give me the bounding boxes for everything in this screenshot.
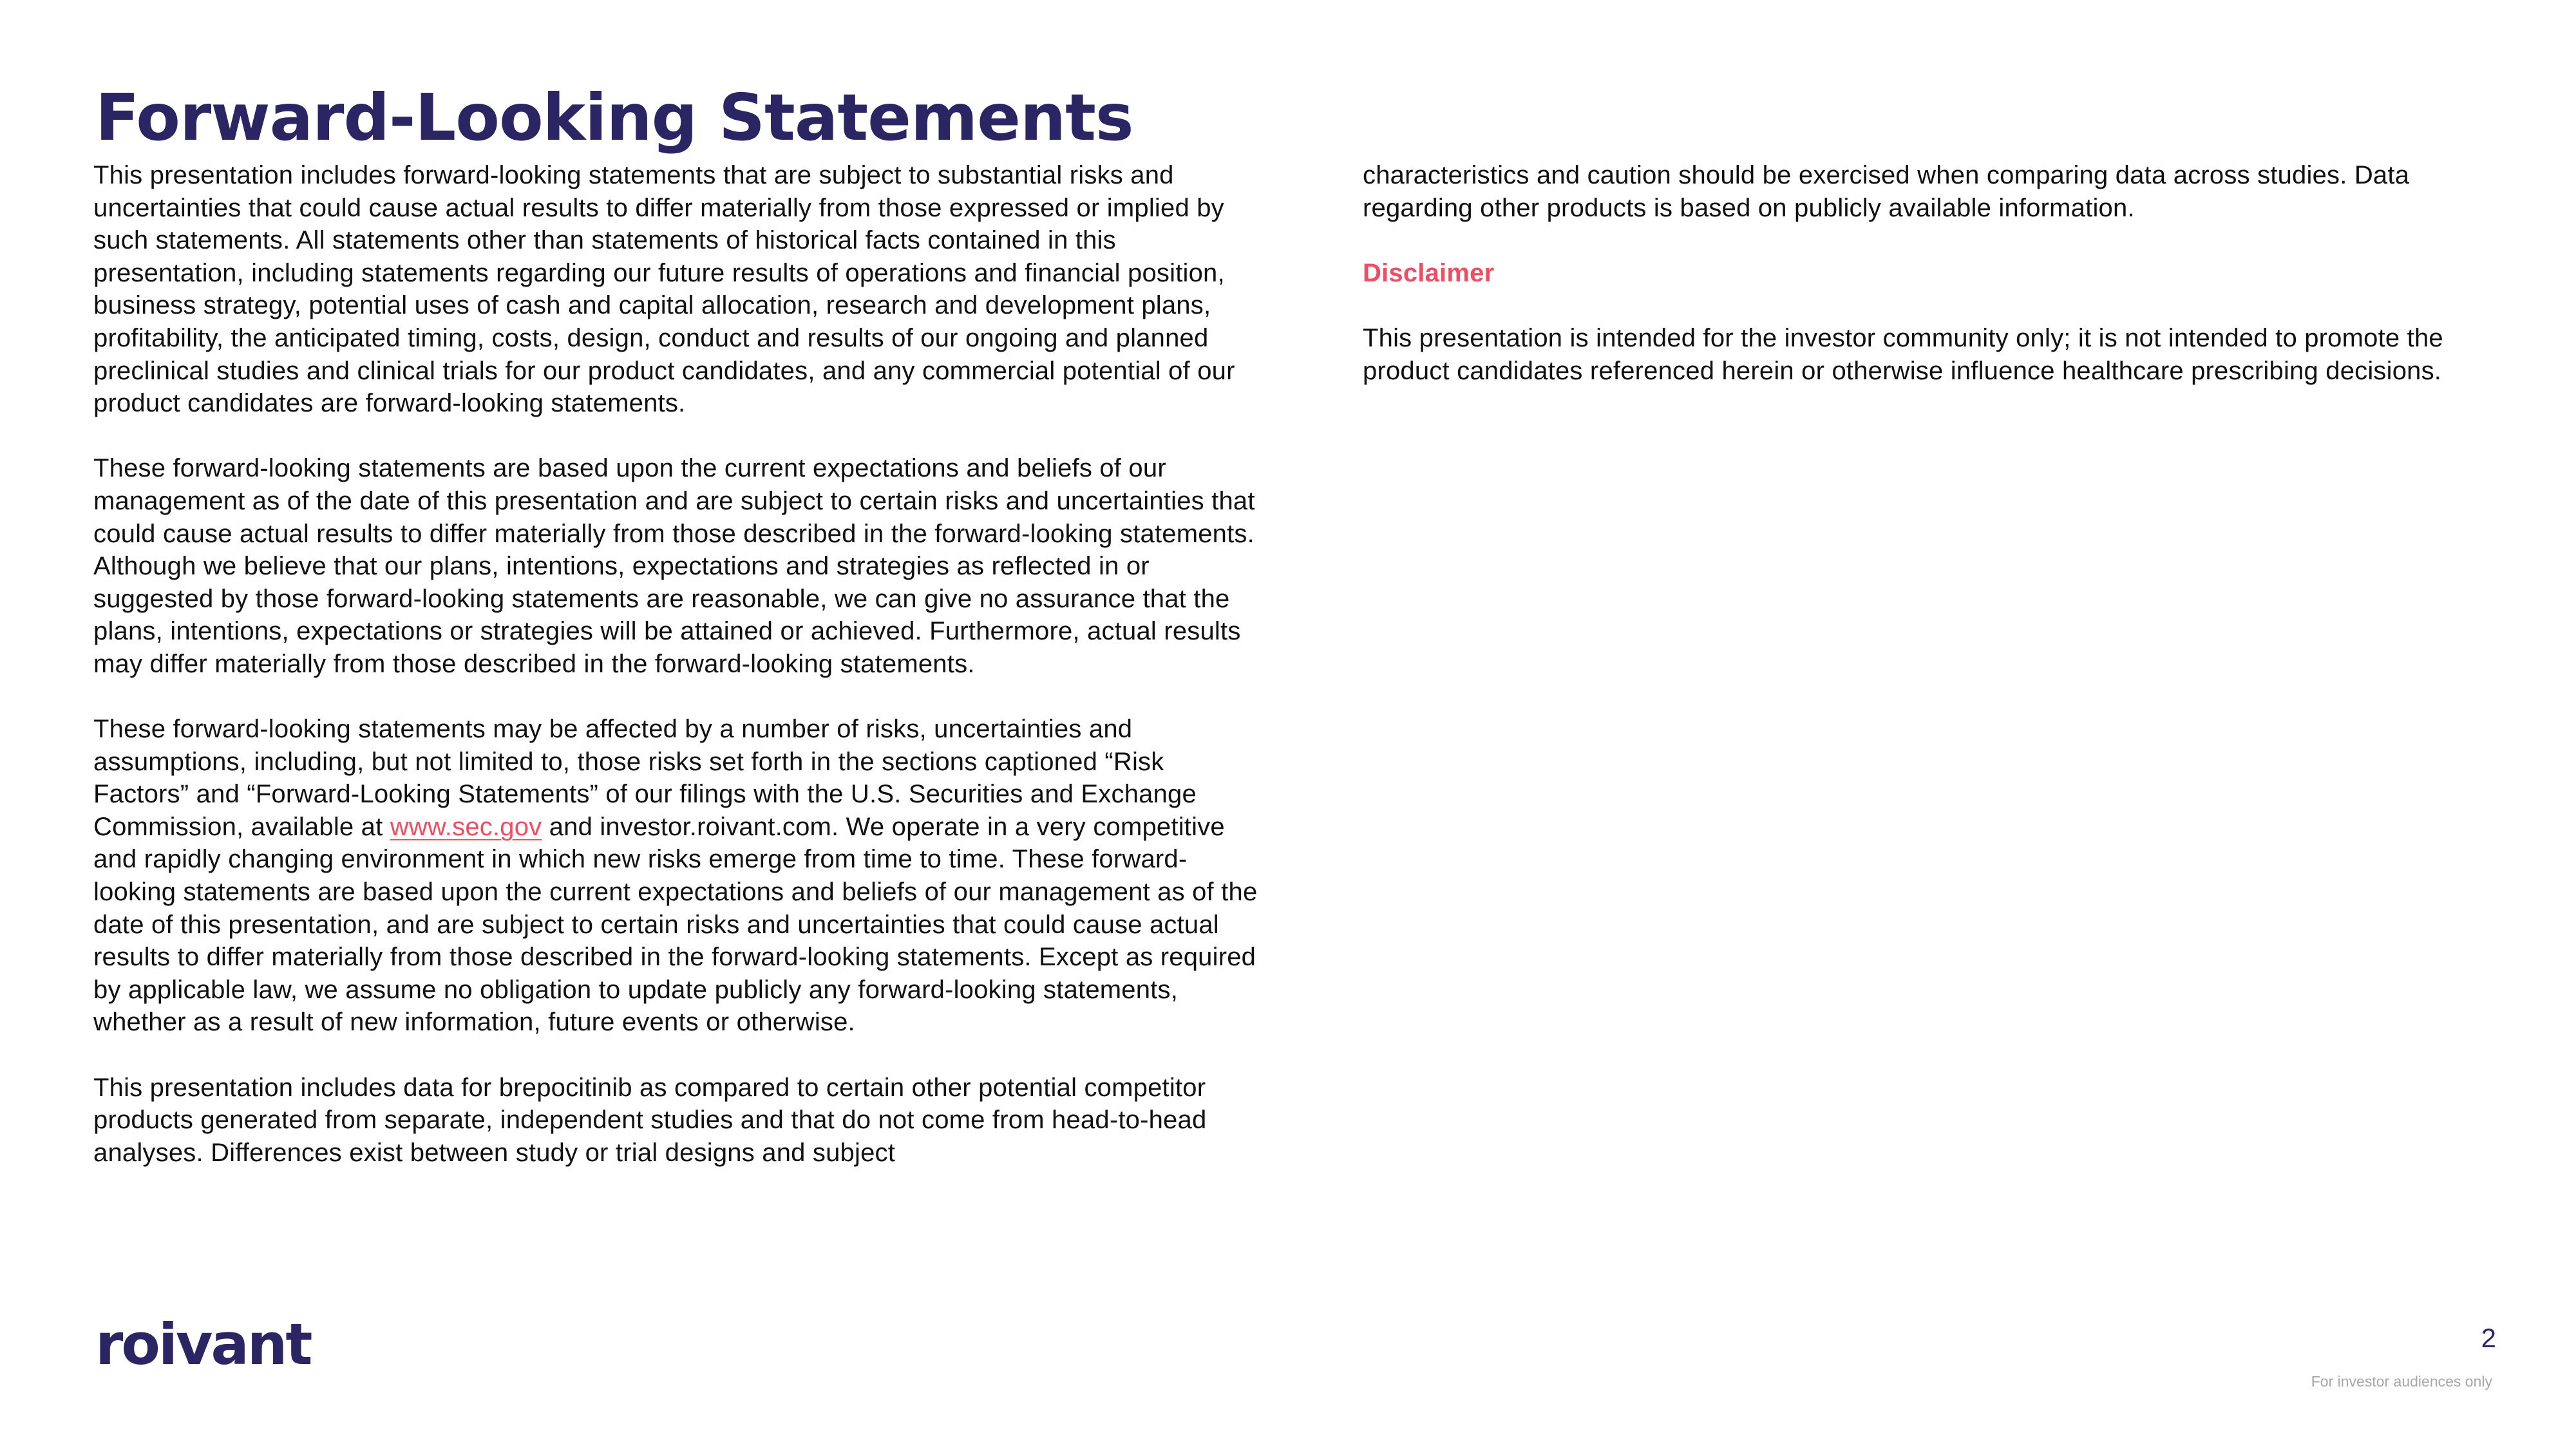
audience-note: For investor audiences only (2311, 1373, 2492, 1390)
body-paragraph-with-link (93, 713, 1265, 1039)
body-paragraph: This presentation includes forward-looking statements that are subject to substantial risks and uncertainties that could cause actual results to differ materially from those expressed or implied by such statements. All statements other than statements of historical facts contained in this presentation, including statements regarding our future results of operations and financial position, business strategy, potential uses of cash and capital allocation, research and development plans, profitability, the anticipated timing, costs, design, conduct and results of our ongoing and planned preclinical studies and clinical trials for our product candidates, and any commercial potential of our product candidates are forward-looking statements. (93, 161, 1235, 418)
page-title: Forward-Looking Statements (95, 80, 1133, 155)
right-text-column (1363, 159, 2509, 387)
disclaimer-heading: Disclaimer (1363, 258, 1495, 287)
sec-gov-link[interactable]: www.sec.gov (390, 812, 542, 841)
body-paragraph: These forward-looking statements are based upon the current expectations and beliefs of our management as of the date of this presentation and are subject to certain risks and uncertainties that could cause actual results to differ materially from those described in the forward-looking statements. Although we believe that our plans, intentions, expectations and strategies as reflected in or suggested by those forward-looking statements are reasonable, we can give no assurance that the plans, intentions, expectations or strategies will be attained or achieved. Furthermore, actual results may differ materially from those described in the forward-looking statements. (93, 454, 1255, 678)
body-paragraph: This presentation includes data for brepocitinib as compared to certain other potential competitor products generated from separate, independent studies and that do not come from head-to-head analyses. Differences exist between study or trial designs and subject (93, 1073, 1207, 1167)
body-paragraph: characteristics and caution should be exercised when comparing data across studies. Data regarding other products is based on publicly available information. (1363, 161, 2410, 222)
paragraph-text: and investor.roivant.com. We operate in a very competitive and rapidly changing environment in which new risks emerge from time to time. These forward-looking statements are based upon the current expectations and beliefs of our management as of the date of this presentation, and are subject to certain risks and uncertainties that could cause actual results to differ materially from those described in the forward-looking statements. Except as required by applicable law, we assume no obligation to update publicly any forward-looking statements, whether as a result of new information, future events or otherwise. (93, 812, 1258, 1037)
left-text-column (93, 159, 1265, 1169)
paragraph-text: These forward-looking statements may be affected by a number of risks, uncertainties and assumptions, including, but not limited to, those risks set forth in the sections captioned “Risk Factors” and “Forward-Looking Statements” of our filings with the U.S. Securities and Exchange Commission, available at (93, 715, 1197, 841)
roivant-logo: roivant (95, 1311, 311, 1378)
page-number: 2 (2481, 1323, 2496, 1353)
disclaimer-paragraph: This presentation is intended for the investor community only; it is not intended to promote the product candidates referenced herein or otherwise influence healthcare prescribing decisions. (1363, 323, 2443, 385)
